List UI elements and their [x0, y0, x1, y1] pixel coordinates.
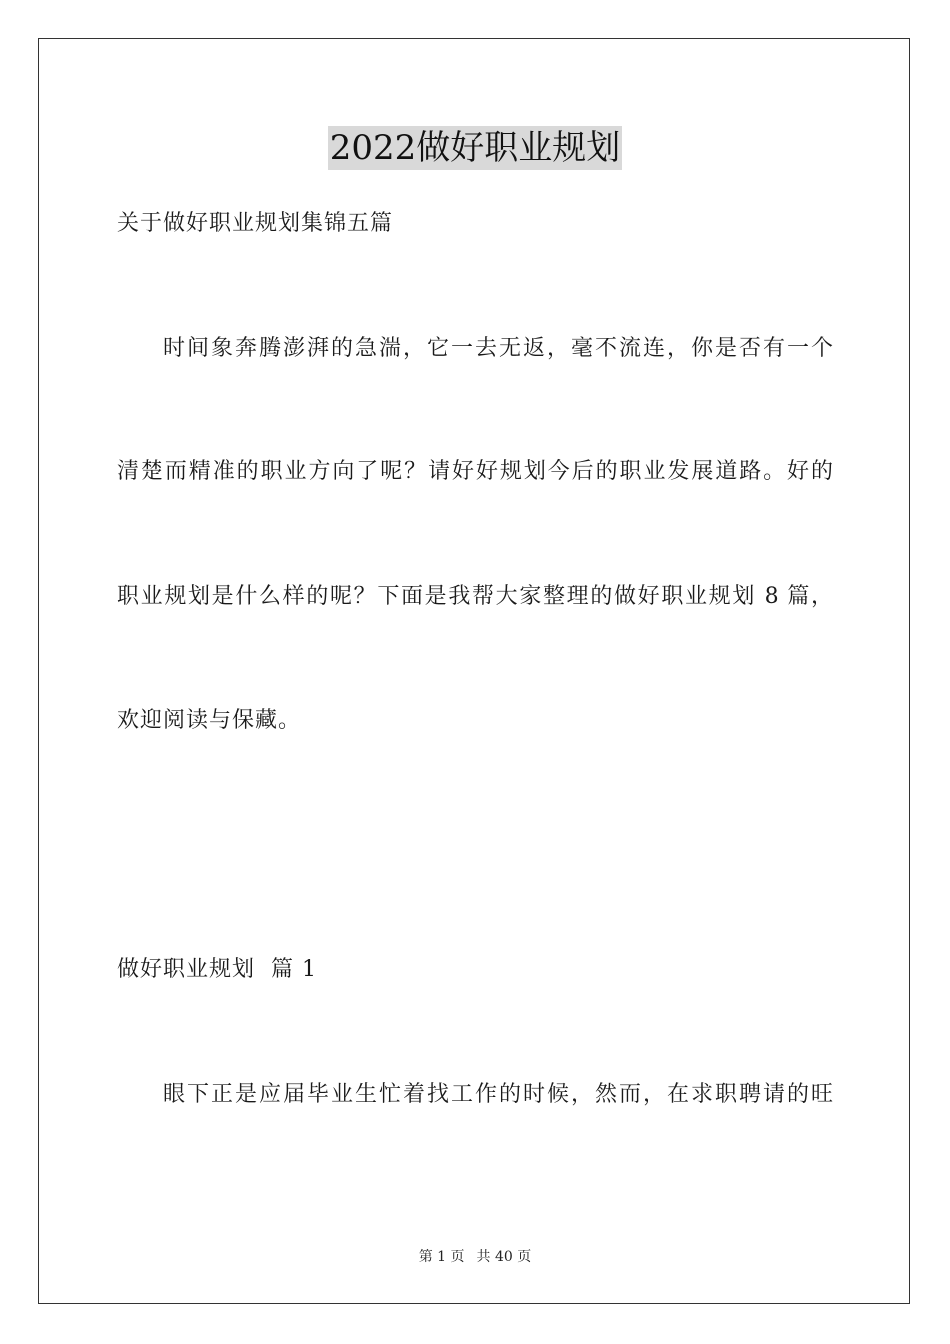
intro-line-2: 清楚而精准的职业方向了呢？请好好规划今后的职业发展道路。好的	[117, 459, 833, 484]
intro-line-3: 职业规划是什么样的呢？下面是我帮大家整理的做好职业规划 8 篇，	[117, 584, 833, 609]
intro-line-1: 时间象奔腾澎湃的急湍，它一去无返，毫不流连，你是否有一个	[163, 336, 833, 361]
document-title: 2022做好职业规划	[329, 128, 621, 168]
section-heading: 做好职业规划 篇 1	[117, 957, 317, 982]
title-container	[0, 126, 950, 170]
page-total: 共 40 页	[476, 1249, 532, 1265]
intro-line-4: 欢迎阅读与保藏。	[117, 708, 302, 733]
section-line-1: 眼下正是应届毕业生忙着找工作的时候，然而，在求职聘请的旺	[163, 1082, 833, 1107]
page-number: 第 1 页	[418, 1249, 465, 1265]
document-subtitle: 关于做好职业规划集锦五篇	[117, 211, 394, 236]
page-footer	[0, 1248, 950, 1266]
